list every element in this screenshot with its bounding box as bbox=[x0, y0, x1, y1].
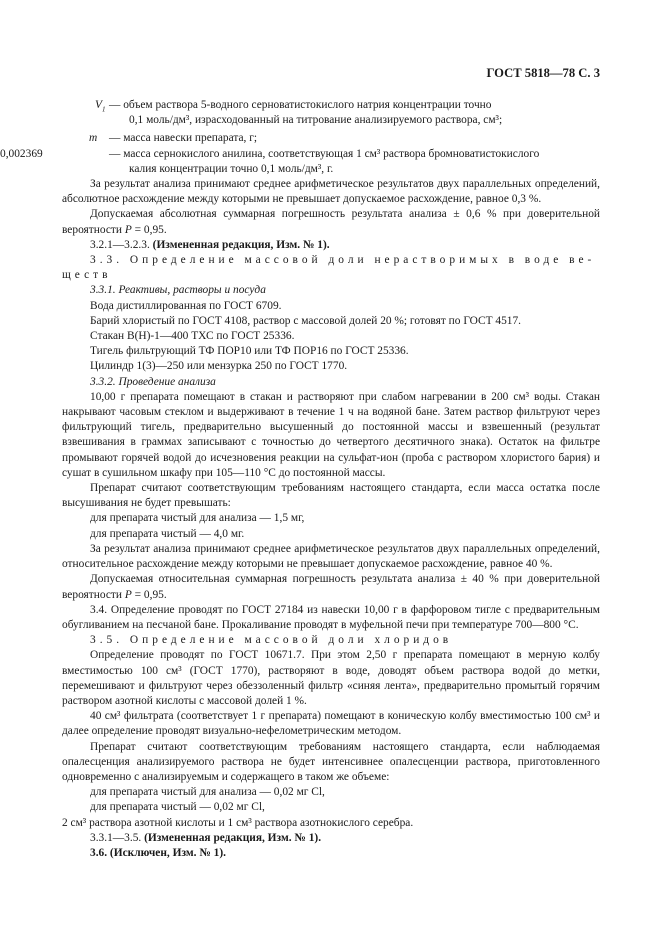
paragraph: Препарат считают соответствующим требованиям настоящего стандарта, если наблюдаемая опалесценция анализируемого раствора не будет интенсивнее опалесценции раствора, приготовленного одновременно с анализируемым и содержащего в таком же объеме: bbox=[62, 740, 600, 783]
paragraph: Тигель фильтрующий ТФ ПОР10 или ТФ ПОР16 по ГОСТ 25336. bbox=[90, 345, 409, 358]
definition-v1-line1: — объем раствора 5-водного серноватистокислого натрия концентрации точно bbox=[109, 99, 492, 111]
section-heading: 3.5. Определение массовой доли хлоридов bbox=[90, 634, 453, 647]
page-header: ГОСТ 5818—78 С. 3 bbox=[486, 66, 600, 80]
list-item: для препарата чистый для анализа — 1,5 мг, bbox=[90, 512, 305, 525]
definition-constant-line1: — масса сернокислого анилина, соответствующая 1 см³ раствора бромноватистокислого bbox=[109, 147, 540, 160]
symbol-m: m bbox=[89, 132, 98, 145]
section-heading: 3.3. Определение массовой доли нерастворимых в воде ве- bbox=[90, 254, 596, 267]
definition-m bbox=[62, 131, 600, 146]
paragraph: 3.3.1—3.5. (Измененная редакция, Изм. № 1). bbox=[90, 831, 322, 844]
symbol-constant: 0,002369 bbox=[0, 147, 43, 160]
paragraph: За результат анализа принимают среднее арифметическое результатов двух параллельных определений, абсолютное расхождение между которыми не превышает допускаемое расхождение, равное 0,3 %. bbox=[62, 178, 600, 206]
paragraph: 10,00 г препарата помещают в стакан и растворяют при слабом нагревании в 200 см³ воды. Стакан накрывают часовым стеклом и выдерживают в течение 1 ч на водяной бане. Затем раствор фильтруют через фильтрующий тигель, предварительно высушенный до постоянной массы и взвешенный (результат взвешивания в граммах записывают с точностью до четвертого десятичного знака). Остаток на фильтре промывают горячей водой до исчезновения реакции на сульфат-ион (проба с раствором хлористого бария) и сушат в сушильном шкафу при 105—110 °С до постоянной массы. bbox=[62, 390, 600, 479]
paragraph: Вода дистиллированная по ГОСТ 6709. bbox=[90, 299, 282, 312]
list-item: для препарата чистый — 4,0 мг. bbox=[90, 527, 245, 540]
paragraph: Цилиндр 1(3)—250 или мензурка 250 по ГОСТ 1770. bbox=[90, 360, 348, 373]
subsection-heading: 3.3.1. Реактивы, растворы и посуда bbox=[90, 284, 266, 297]
definition-v1 bbox=[62, 98, 600, 128]
symbol-v1: $V_1$ bbox=[95, 99, 106, 114]
subsection-heading: 3.3.2. Проведение анализа bbox=[90, 375, 216, 388]
definition-v1-line2: 0,1 моль/дм³, израсходованный на титрование анализируемого раствора, см³; bbox=[129, 114, 503, 127]
definition-constant-line2: калия концентрации точно 0,1 моль/дм³, г. bbox=[129, 162, 334, 175]
document-body bbox=[0, 98, 600, 861]
definition-m-text: — масса навески препарата, г; bbox=[109, 132, 258, 145]
paragraph: 3.2.1—3.2.3. (Измененная редакция, Изм. № 1). bbox=[90, 238, 330, 251]
paragraph: 3.6. (Исключен, Изм. № 1). bbox=[90, 846, 226, 859]
paragraph: Барий хлористый по ГОСТ 4108, раствор с массовой долей 20 %; готовят по ГОСТ 4517. bbox=[90, 314, 522, 327]
paragraph: Допускаемая относительная суммарная погрешность результата анализа ± 40 % при доверительной вероятности P = 0,95. bbox=[62, 573, 600, 601]
paragraph: За результат анализа принимают среднее арифметическое результатов двух параллельных определений, относительное расхождение между которыми не превышает допускаемое расхождение, равное 40 %. bbox=[62, 542, 600, 571]
paragraph: Допускаемая абсолютная суммарная погрешность результата анализа ± 0,6 % при доверительной вероятности P = 0,95. bbox=[62, 208, 600, 236]
paragraph: Стакан В(Н)-1—400 ТХС по ГОСТ 25336. bbox=[90, 330, 295, 343]
paragraph: 2 см³ раствора азотной кислоты и 1 см³ раствора азотнокислого серебра. bbox=[62, 816, 414, 829]
list-item: для препарата чистый — 0,02 мг Cl, bbox=[90, 801, 265, 814]
paragraph: Определение проводят по ГОСТ 10671.7. При этом 2,50 г препарата помещают в мерную колбу вместимостью 100 см³ (ГОСТ 1770), растворяют в воде, доводят объем раствора водой до метки, перемешивают и фильтруют через обеззоленный фильтр «синяя лента», предварительно промытый горячим раствором азотной кислоты с массовой долей 1 %. bbox=[62, 649, 600, 707]
paragraph: Препарат считают соответствующим требованиям настоящего стандарта, если масса остатка после высушивания не будет превышать: bbox=[62, 482, 600, 510]
list-item: для препарата чистый для анализа — 0,02 мг Cl, bbox=[90, 786, 325, 799]
definition-constant bbox=[0, 147, 600, 177]
paragraph: 3.4. Определение проводят по ГОСТ 27184 из навески 10,00 г в фарфоровом тигле с предварительным обугливанием на песчаной бане. Прокаливание проводят в муфельной печи при температуре 700—800 °С. bbox=[62, 603, 600, 631]
section-heading-cont: ществ bbox=[62, 269, 112, 282]
paragraph: 40 см³ фильтрата (соответствует 1 г препарата) помещают в коническую колбу вместимостью 100 см³ и далее определение проводят визуально-нефелометрическим методом. bbox=[62, 710, 600, 738]
